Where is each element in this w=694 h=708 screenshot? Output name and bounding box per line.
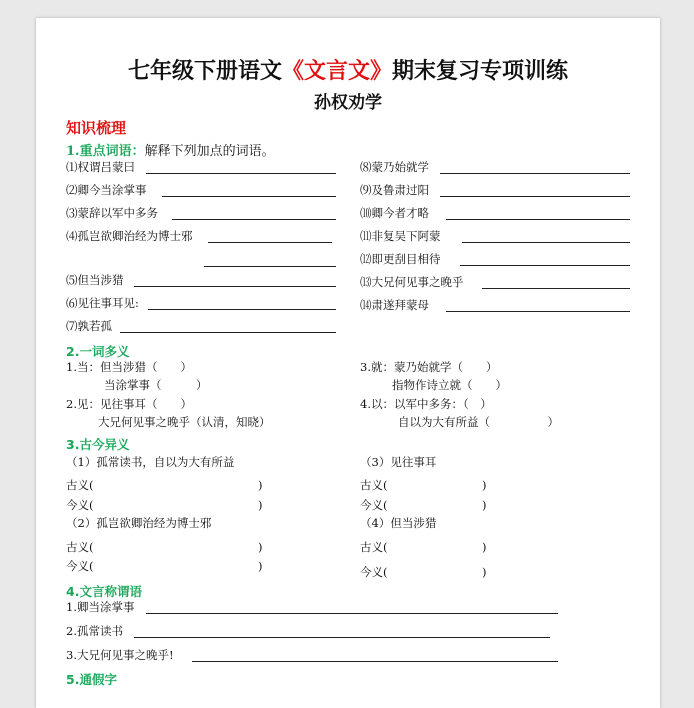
vocab-item-4: ⑷孤岂欲卿治经为博士邪 (66, 229, 193, 243)
section-heading-knowledge: 知识梳理 (66, 119, 127, 137)
vocab-item-1: ⑴权谓吕蒙曰 (66, 160, 135, 174)
vocab-item-8: ⑻蒙乃始就学 (360, 160, 429, 174)
part2-right-2: 指物作诗立就（ ） (392, 378, 507, 392)
page-title (36, 54, 660, 85)
part4-item-2: 2.孤常读书 (66, 624, 123, 638)
part2-left-2: 当涂掌事（ ） (104, 378, 208, 392)
part3-heading: 3.古今异义 (66, 437, 130, 452)
vocab-item-14: ⒁肃遂拜蒙母 (360, 298, 429, 312)
answer-line-8[interactable] (440, 173, 630, 174)
q2-gu-label: 古义( (66, 540, 94, 554)
part1-instruction: 解释下列加点的词语。 (144, 144, 275, 159)
vocab-item-10: ⑽卿今者才略 (360, 206, 429, 220)
answer-line-11[interactable] (462, 242, 630, 243)
part2-heading: 2.一词多义 (66, 344, 130, 359)
answer-line-5[interactable] (134, 286, 336, 287)
q1-jin-label: 今义( (66, 498, 94, 512)
part2-left-4: 大兄何见事之晚乎（认清，知晓） (98, 415, 271, 429)
vocab-item-2: ⑵卿今当涂掌事 (66, 183, 147, 197)
q3-jin-close: ) (482, 498, 487, 512)
part2-right-1: 3.就：蒙乃始就学（ ） (360, 360, 498, 374)
part4-heading: 4.文言称谓语 (66, 584, 142, 599)
part2-left-3: 2.见：见往事耳（ ） (66, 397, 192, 411)
vocab-item-5: ⑸但当涉猎 (66, 273, 124, 287)
part2-right-4: 自以为大有所益（ ） (398, 415, 559, 429)
part4-item-3: 3.大兄何见事之晚乎! (66, 648, 174, 662)
part1-heading (66, 140, 275, 159)
q4-gu-label: 古义( (360, 540, 388, 554)
vocab-item-7: ⑺孰若孤 (66, 319, 112, 333)
title-post: 期末复习专项训练 (392, 59, 569, 84)
answer-line-4[interactable] (208, 242, 332, 243)
answer-line-10[interactable] (446, 219, 630, 220)
title-pre: 七年级下册语文 (127, 59, 282, 84)
answer-line-14[interactable] (446, 311, 630, 312)
answer-line-6[interactable] (148, 309, 336, 310)
document-page (36, 18, 660, 708)
answer-line-1[interactable] (146, 173, 336, 174)
q3-jin-label: 今义( (360, 498, 388, 512)
page-subtitle: 孙权劝学 (314, 93, 382, 113)
answer-line-12[interactable] (460, 265, 630, 266)
answer-line-13[interactable] (482, 288, 630, 289)
q1-gu-label: 古义( (66, 478, 94, 492)
part4-line-2[interactable] (134, 637, 550, 638)
q2-gu-close: ) (258, 540, 263, 554)
q1-jin-close: ) (258, 498, 263, 512)
q4-gu-close: ) (482, 540, 487, 554)
answer-line-9[interactable] (440, 196, 630, 197)
vocab-item-11: ⑾非复吴下阿蒙 (360, 229, 441, 243)
q1-gu-close: ) (258, 478, 263, 492)
part2-left-1: 1.当：但当涉猎（ ） (66, 360, 192, 374)
part3-q4: （4）但当涉猎 (360, 516, 437, 530)
q3-gu-close: ) (482, 478, 487, 492)
part5-heading: 5.通假字 (66, 672, 117, 687)
vocab-item-6: ⑹见往事耳见: (66, 296, 139, 310)
part2-right-3: 4.以：以军中多务：（ ） (360, 397, 492, 411)
q2-jin-close: ) (258, 559, 263, 573)
vocab-item-12: ⑿即更刮目相待 (360, 252, 441, 266)
q3-gu-label: 古义( (360, 478, 388, 492)
title-highlight: 《文言文》 (281, 59, 392, 84)
part3-q2: （2）孤岂欲卿治经为博士邪 (66, 516, 212, 530)
vocab-item-3: ⑶蒙辞以军中多务 (66, 206, 158, 220)
q4-jin-label: 今义( (360, 565, 388, 579)
part1-number: 1.重点词语： (66, 144, 145, 159)
q2-jin-label: 今义( (66, 559, 94, 573)
answer-line-4b[interactable] (204, 266, 336, 267)
vocab-item-13: ⒀大兄何见事之晚乎 (360, 275, 464, 289)
answer-line-3[interactable] (172, 219, 336, 220)
part3-q3: （3）见往事耳 (360, 455, 437, 469)
part4-line-3[interactable] (192, 661, 558, 662)
part4-item-1: 1.卿当涂掌事 (66, 600, 135, 614)
q4-jin-close: ) (482, 565, 487, 579)
answer-line-2[interactable] (162, 196, 336, 197)
answer-line-7[interactable] (120, 332, 336, 333)
part3-q1: （1）孤常读书，自以为大有所益 (66, 455, 235, 469)
part4-line-1[interactable] (146, 613, 558, 614)
vocab-item-9: ⑼及鲁肃过阳 (360, 183, 429, 197)
